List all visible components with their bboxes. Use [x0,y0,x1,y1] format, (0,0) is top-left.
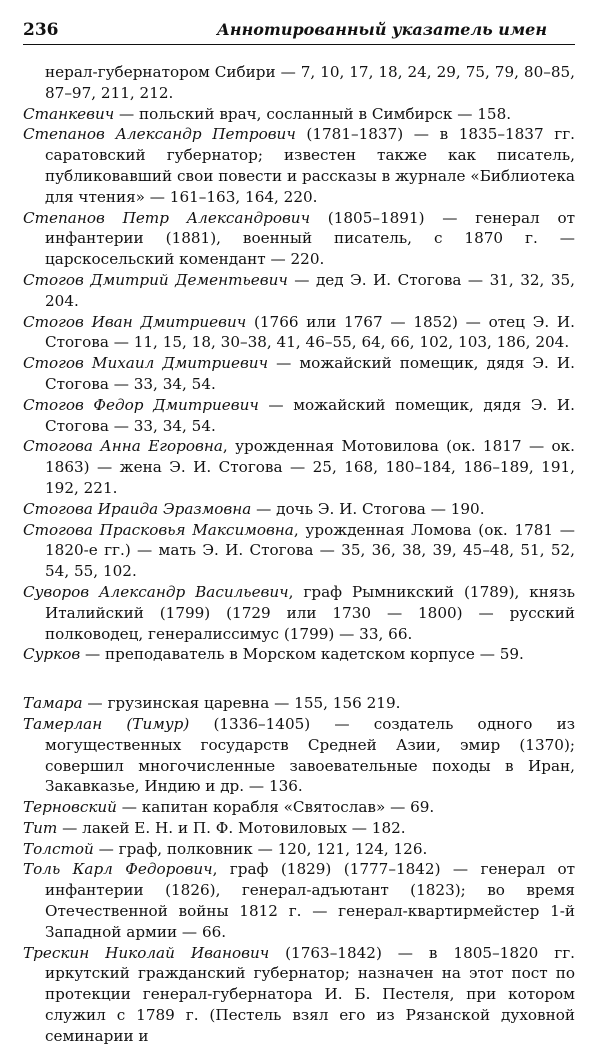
index-entry: нерал-губернатором Сибири — 7, 10, 17, 18, 24, 29, 75, 79, 80–85, 87–97, 211, 212. [45,63,575,102]
running-title: Аннотированный указатель имен [216,20,547,39]
index-entry: Стогов Михаил Дмитриевич — можайский помещик, дядя Э. И. Стогова — 33, 34, 54. [23,354,575,393]
index-entry: Степанов Александр Петрович (1781–1837) — в 1835–1837 гг. саратовский губернатор; известен также как писатель, публиковавший свои повести и рассказы в журнале «Библиотека для чтения» — 161–163, 164, 220. [23,125,575,206]
index-entry: Стогова Прасковья Максимовна, урожденная Ломова (ок. 1781 — 1820-е гг.) — мать Э. И. Стогова — 35, 36, 38, 39, 45–48, 51, 52, 54, 55, 102. [23,520,575,581]
index-entry: Стогова Ираида Эразмовна — дочь Э. И. Стогова — 190. [23,499,485,518]
index-entry: Тит — лакей Е. Н. и П. Ф. Мотовиловых — 182. [23,818,406,837]
index-entry: Стогов Федор Дмитриевич — можайский помещик, дядя Э. И. Стогова — 33, 34, 54. [23,395,575,435]
index-entry: Толстой — граф, полковник — 120, 121, 124, 126. [23,839,428,858]
index-entry: Станкевич — польский врач, сосланный в Симбирск — 158. [23,104,512,123]
index-entry: Терновский — капитан корабля «Святослав» — 69. [23,798,435,817]
index-entry: Стогова Анна Егоровна, урожденная Мотовилова (ок. 1817 — ок. 1863) — жена Э. И. Стогова — 25, 168, 180–184, 186–189, 191, 192, 221. [23,437,575,497]
index-entry: Стогов Иван Дмитриевич (1766 или 1767 — 1852) — отец Э. И. Стогова — 11, 15, 18, 30–38, 41, 46–55, 64, 66, 102, 103, 186, 204. [23,312,575,352]
index-entry: Стогов Дмитрий Дементьевич — дед Э. И. Стогова — 31, 32, 35, 204. [23,270,575,310]
index-entry: Степанов Петр Александрович (1805–1891) — генерал от инфантерии (1881), военный писатель, с 1870 г. — царскосельский комендант — 220. [23,208,575,269]
index-entry: Тамерлан (Тимур) (1336–1405) — создатель одного из могущественных государств Средней Азии, эмир (1370); совершил многочисленные завоевательные походы в Иран, Закавказье, Индию и др. — 136. [23,714,575,796]
name-index [23,62,575,1047]
index-entry: Тамара — грузинская царевна — 155, 156 219. [23,694,401,713]
letter-section-gap [23,665,575,693]
index-entry: Трескин Николай Иванович (1763–1842) — в 1805–1820 гг. иркутский гражданский губернатор; назначен на этот пост по протекции генерал-губернатора И. Б. Пестеля, при котором служил с 1789 г. (Пестель взял его из Рязанской духовной семинарии и [23,943,575,1045]
index-entry: Толь Карл Федорович, граф (1829) (1777–1842) — генерал от инфантерии (1826), генерал-адъютант (1823); во время Отечественной войны 1812 г. — генерал-квартирмейстер 1-й Западной армии — 66. [23,860,575,941]
page-header [23,16,575,45]
index-entry: Сурков — преподаватель в Морском кадетском корпусе — 59. [23,645,524,664]
index-entry: Суворов Александр Васильевич, граф Рымникский (1789), князь Италийский (1799) (1729 или 1730 — 1800) — русский полководец, генералиссимус (1799) — 33, 66. [23,582,576,643]
page-number: 236 [23,20,59,40]
